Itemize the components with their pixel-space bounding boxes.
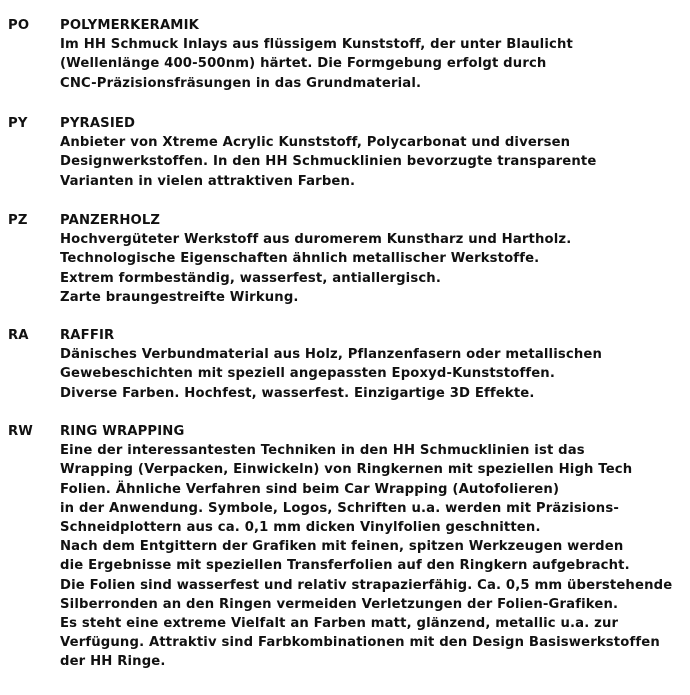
entry-code: PY <box>8 116 28 131</box>
entry-content <box>60 422 685 672</box>
entry-text-line: Hochvergüteter Werkstoff aus duromerem Kunstharz und Hartholz. <box>60 232 572 248</box>
entry-text-line: (Wellenlänge 400-500nm) härtet. Die Formgebung erfolgt durch <box>60 56 547 72</box>
entry-text-line: in der Anwendung. Symbole, Logos, Schriften u.a. werden mit Präzisions- <box>60 500 619 516</box>
entry-text-line: Varianten in vielen attraktiven Farben. <box>60 173 356 189</box>
entry-code: PO <box>8 18 30 33</box>
entry-content <box>60 16 685 93</box>
entry-text-line: CNC-Präzisionsfräsungen in das Grundmaterial. <box>60 75 422 91</box>
entry-text-line: Wrapping (Verpacken, Einwickeln) von Ringkernen mit speziellen High Tech <box>60 462 633 478</box>
entry-text-line: die Ergebnisse mit speziellen Transferfolien auf den Ringkern aufgebracht. <box>60 558 630 574</box>
entry-text-line: Dänisches Verbundmaterial aus Holz, Pflanzenfasern oder metallischen <box>60 347 603 363</box>
entry-term: RING WRAPPING <box>60 424 185 439</box>
entry-text-line: Nach dem Entgittern der Grafiken mit feinen, spitzen Werkzeugen werden <box>60 539 624 555</box>
entry-term: POLYMERKERAMIK <box>60 18 199 33</box>
entry-text-line: Zarte braungestreifte Wirkung. <box>60 289 299 305</box>
entry-text-line: Anbieter von Xtreme Acrylic Kunststoff, Polycarbonat und diversen <box>60 135 571 151</box>
entry-text-line: Extrem formbeständig, wasserfest, antiallergisch. <box>60 270 442 286</box>
entry-text-line: Designwerkstoffen. In den HH Schmucklinien bevorzugte transparente <box>60 154 597 170</box>
entry-text-line: Verfügung. Attraktiv sind Farbkombinationen mit den Design Basiswerkstoffen <box>60 635 660 651</box>
entry-text-line: Es steht eine extreme Vielfalt an Farben matt, glänzend, metallic u.a. zur <box>60 616 619 632</box>
entry-term: PYRASIED <box>60 116 136 131</box>
entry-text-line: Silberronden an den Ringen vermeiden Verletzungen der Folien-Grafiken. <box>60 596 619 612</box>
entry-content <box>60 211 685 307</box>
entry-text-line: Gewebeschichten mit speziell angepassten Epoxyd-Kunststoffen. <box>60 366 556 382</box>
entry-term: RAFFIR <box>60 328 115 343</box>
entry-text-line: Folien. Ähnliche Verfahren sind beim Car Wrapping (Autofolieren) <box>60 481 560 497</box>
entry-text-line: der HH Ringe. <box>60 654 166 670</box>
entry-text-line: Im HH Schmuck Inlays aus flüssigem Kunststoff, der unter Blaulicht <box>60 37 573 53</box>
entry-text-line: Die Folien sind wasserfest und relativ strapazierfähig. Ca. 0,5 mm überstehende <box>60 577 673 593</box>
entry-text-line: Schneidplottern aus ca. 0,1 mm dicken Vinylfolien geschnitten. <box>60 520 541 536</box>
entry-text-line: Eine der interessantesten Techniken in den HH Schmucklinien ist das <box>60 443 585 459</box>
entry-code: RA <box>8 328 29 343</box>
entry-term: PANZERHOLZ <box>60 213 161 228</box>
entry-code: RW <box>8 424 34 439</box>
entry-code: PZ <box>8 213 28 228</box>
entry-text-line: Diverse Farben. Hochfest, wasserfest. Einzigartige 3D Effekte. <box>60 385 535 401</box>
entry-content <box>60 114 685 191</box>
entry-content <box>60 326 685 403</box>
entry-text-line: Technologische Eigenschaften ähnlich metallischer Werkstoffe. <box>60 251 540 267</box>
